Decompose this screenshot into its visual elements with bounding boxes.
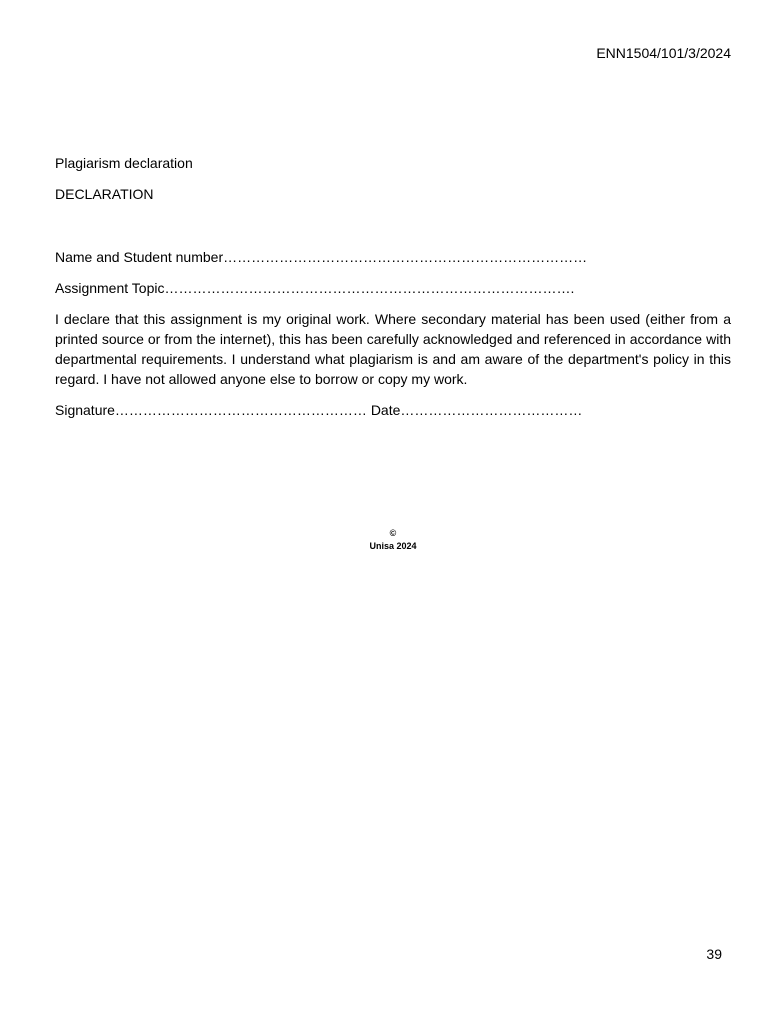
copyright-text: Unisa 2024 [369, 541, 417, 551]
page-number: 39 [706, 946, 722, 962]
name-student-number-field: Name and Student number…………………………………………………………………… [55, 249, 588, 265]
declaration-heading: DECLARATION [55, 186, 154, 202]
declaration-section [55, 153, 731, 420]
page-title: Plagiarism declaration [55, 155, 193, 171]
signature-date-field: Signature……………………………………………… Date………………………………… [55, 402, 583, 418]
declaration-text: I declare that this assignment is my original work. Where secondary material has been used (either from a printed source or from the internet), this has been carefully acknowledged and referenced in accordance with departmental requirements. I understand what plagiarism is and am aware of the department's policy in this regard. I have not allowed anyone else to borrow or copy my work. [55, 311, 731, 387]
assignment-topic-field: Assignment Topic……………………………………………………………………………. [55, 280, 575, 296]
copyright-notice [0, 527, 768, 553]
copyright-symbol: © [389, 528, 397, 538]
document-code: ENN1504/101/3/2024 [596, 45, 731, 61]
